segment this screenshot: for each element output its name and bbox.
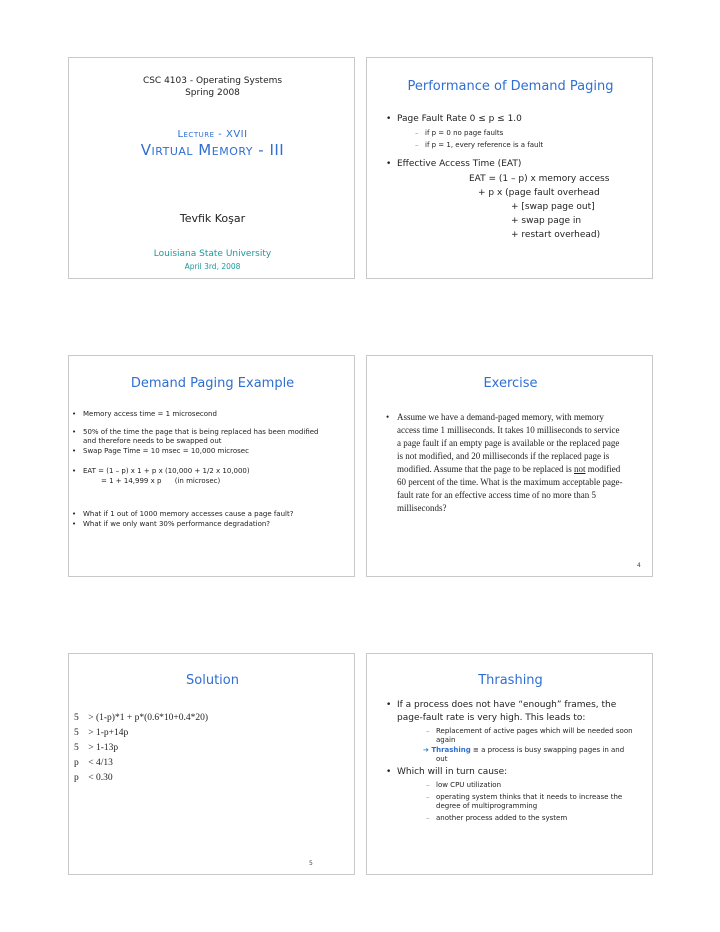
bullet-continued: page-fault rate is very high. This leads to: <box>397 713 586 723</box>
exercise-line: is not modified, and 20 milliseconds if the replaced page is <box>397 451 610 461</box>
thrashing-definition <box>423 746 624 754</box>
exercise-line: 60 percent of the time. What is the maximum acceptable page- <box>397 477 623 487</box>
slide-2-performance <box>366 57 653 279</box>
solution-step: • p < 4/13 <box>74 758 113 768</box>
slide-title: Exercise <box>483 376 538 391</box>
date: April 3rd, 2008 <box>184 262 241 271</box>
sub-bullet: – if p = 1, every reference is a fault <box>425 141 543 149</box>
bullet: • Swap Page Time = 10 msec = 10,000 microsec <box>83 447 249 455</box>
bullet: • Memory access time = 1 microsecond <box>83 410 217 418</box>
definition-text: ≡ a process is busy swapping pages in and <box>470 746 625 754</box>
sub-bullet-continued: out <box>436 755 448 763</box>
university: Louisiana State University <box>153 249 272 259</box>
exercise-line <box>397 464 620 474</box>
slide-1-title <box>68 57 355 279</box>
exercise-text: modified <box>585 464 621 474</box>
sub-bullet: – low CPU utilization <box>436 781 501 789</box>
sub-bullet-continued: again <box>436 736 456 744</box>
solution-step: • 5 > 1-p+14p <box>74 728 128 738</box>
bullet: • What if we only want 30% performance degradation? <box>83 520 270 528</box>
sub-bullet: – Replacement of active pages which will be needed soon <box>436 727 633 735</box>
slide-title: Thrashing <box>478 673 543 688</box>
slide-4-exercise <box>366 355 653 577</box>
exercise-line: a page fault if an empty page is available or the replaced page <box>397 438 620 448</box>
slide-3-demand-paging-example <box>68 355 355 577</box>
eat-line: + swap page in <box>511 216 582 226</box>
solution-step: • 5 > 1-13p <box>74 743 118 753</box>
eat-line: EAT = (1 – p) x memory access <box>469 174 610 184</box>
page-number: 4 <box>637 562 641 569</box>
lecture-topic: Virtual Memory - III <box>140 141 285 159</box>
eat-line: + p x (page fault overhead <box>478 188 600 198</box>
page-number: 5 <box>309 860 313 867</box>
bullet: • Which will in turn cause: <box>397 767 507 777</box>
slide-5-solution <box>68 653 355 875</box>
sub-bullet: – another process added to the system <box>436 814 567 822</box>
exercise-line: fault rate for an effective access time of no more than 5 <box>397 490 596 500</box>
slide-title: Performance of Demand Paging <box>407 79 614 94</box>
bullet-continued: and therefore needs to be swapped out <box>83 437 222 445</box>
bullet-eat: • Effective Access Time (EAT) <box>397 159 521 169</box>
lecture-number: Lecture - XVII <box>177 129 248 140</box>
exercise-line: access time 1 milliseconds. It takes 10 milliseconds to service <box>397 425 620 435</box>
slide-title: Solution <box>186 673 239 688</box>
bullet: • EAT = (1 – p) x 1 + p x (10,000 + 1/2 x 10,000) <box>83 467 250 475</box>
underlined-word: not <box>573 464 586 474</box>
bullet: • 50% of the time the page that is being replaced has been modified <box>83 428 318 436</box>
eat-line: + [swap page out] <box>511 202 595 212</box>
solution-step: • 5 > (1-p)*1 + p*(0.6*10+0.4*20) <box>74 713 208 723</box>
exercise-text: modified. Assume that the page to be replaced is <box>397 464 574 474</box>
sub-bullet: – if p = 0 no page faults <box>425 129 503 137</box>
slide-6-thrashing <box>366 653 653 875</box>
sub-bullet: – operating system thinks that it needs to increase the <box>436 793 622 801</box>
author: Tevfik Koşar <box>179 212 246 225</box>
bullet-continued: = 1 + 14,999 x p (in microsec) <box>101 477 221 485</box>
term: Spring 2008 <box>185 88 240 98</box>
exercise-line: milliseconds? <box>397 503 447 513</box>
bullet-page-fault-rate: • Page Fault Rate 0 ≤ p ≤ 1.0 <box>397 114 522 124</box>
sub-bullet-continued: degree of multiprogramming <box>436 802 538 810</box>
exercise-line: • Assume we have a demand-paged memory, with memory <box>397 412 604 422</box>
arrow-icon: ➔ <box>423 746 432 754</box>
bullet: • What if 1 out of 1000 memory accesses cause a page fault? <box>83 510 293 518</box>
course-name: CSC 4103 - Operating Systems <box>142 76 283 86</box>
slide-title: Demand Paging Example <box>130 376 295 391</box>
bullet: • If a process does not have “enough” frames, the <box>397 700 616 710</box>
solution-step: • p < 0.30 <box>74 773 113 783</box>
thrashing-term: Thrashing <box>431 746 471 754</box>
eat-line: + restart overhead) <box>511 230 601 240</box>
